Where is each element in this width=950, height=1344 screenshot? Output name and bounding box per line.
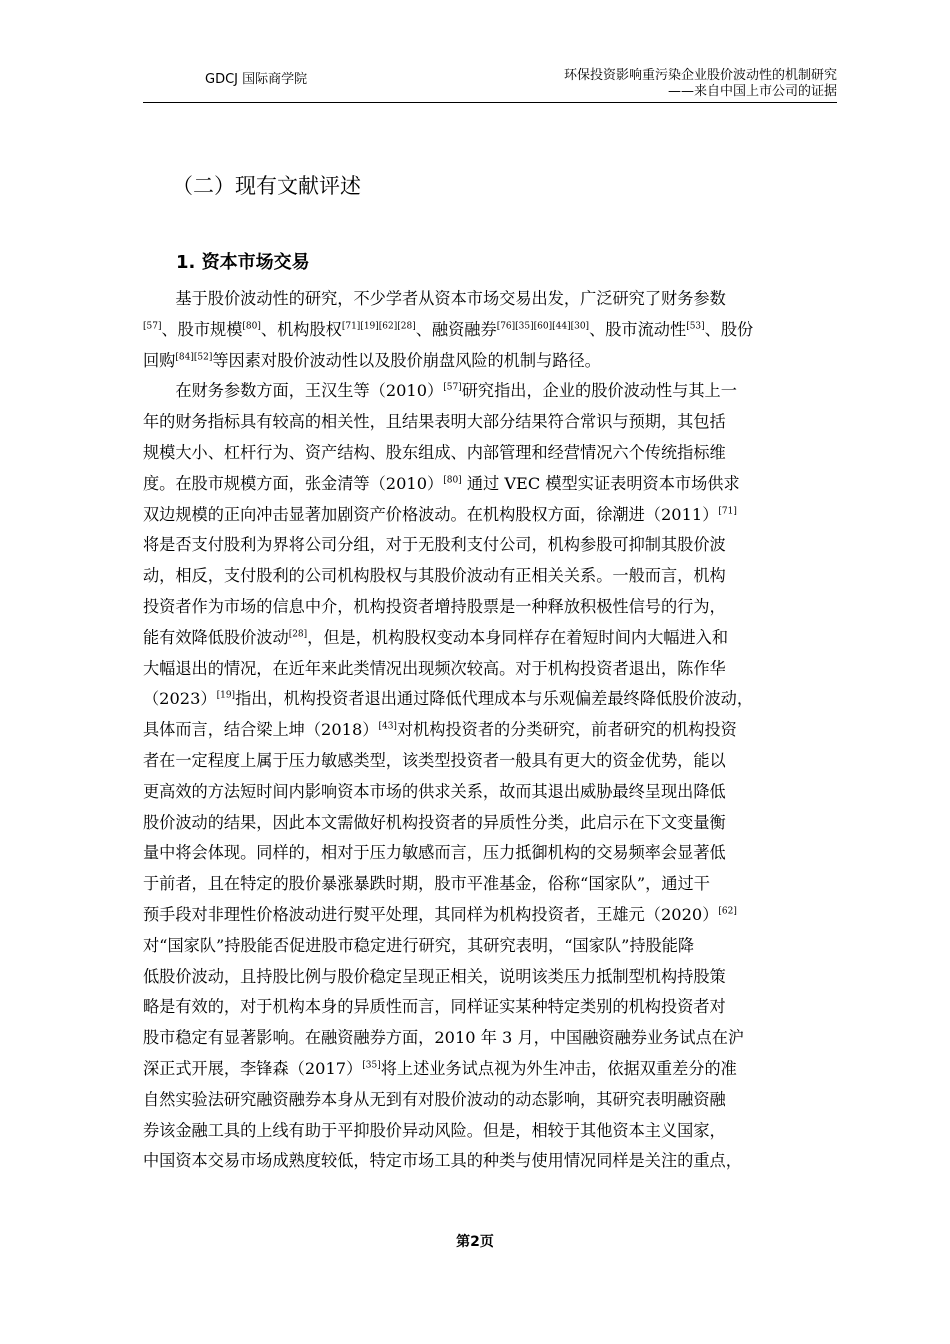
text-run: 股市稳定有显著影响。在融资融券方面，2010 年 3 月，中国融资融券业务试点在沪 [143,1028,745,1048]
text-line [143,623,843,654]
citation-ref: [84][52] [175,352,213,363]
text-line [143,746,843,777]
text-run: 大幅退出的情况，在近年来此类情况出现频次较高。对于机构投资者退出，陈作华 [143,658,726,678]
text-run: 投资者作为市场的信息中介，机构投资者增持股票是一种释放积极性信号的行为， [143,596,726,616]
text-run: 中国资本交易市场成熟度较低，特定市场工具的种类与使用情况同样是关注的重点， [143,1151,742,1171]
text-line [143,407,843,438]
paragraph-1 [143,284,843,376]
citation-ref: [71][19][62][28] [341,321,416,332]
citation-ref: [57] [143,321,162,332]
text-line [143,315,843,346]
text-run: 于前者，且在特定的股价暴涨暴跌时期，股市平准基金，俗称“国家队”，通过干 [143,874,710,894]
text-run: 、机构股权 [260,319,342,339]
subsection-title: 1. 资本市场交易 [176,252,310,273]
header-title-line2: ——来自中国上市公司的证据 [667,84,837,99]
text-line [143,500,843,531]
text-run: 规模大小、杠杆行为、资产结构、股东组成、内部管理和经营情况六个传统指标维 [143,442,726,462]
text-run: 者在一定程度上属于压力敏感类型，该类型投资者一般具有更大的资金优势，能以 [143,750,726,770]
text-run: 、股份 [704,319,754,339]
text-line [143,838,843,869]
text-line [143,992,843,1023]
text-line [143,654,843,685]
header-institution: GDCJ 国际商学院 [205,72,308,87]
paragraph-2 [143,376,843,1177]
citation-ref: [35] [362,1060,381,1071]
text-run: 、股市规模 [161,319,243,339]
citation-ref: [19] [216,690,236,701]
text-run: 略是有效的，对于机构本身的异质性而言，同样证实某种特定类别的机构投资者对 [143,997,726,1017]
text-run: 年的财务指标具有较高的相关性，且结果表明大部分结果符合常识与预期，其包括 [143,412,726,432]
text-line [143,1146,843,1177]
text-run: 、融资融券 [415,319,497,339]
text-run: （2023） [143,689,217,709]
text-run: 研究指出，企业的股价波动性与其上一 [461,381,737,401]
text-line [143,469,843,500]
citation-ref: [43] [378,721,397,732]
text-line [143,1023,843,1054]
text-run: 将是否支付股利为界将公司分组，对于无股利支付公司，机构参股可抑制其股价波 [143,535,726,555]
text-run: 量中将会体现。同样的，相对于压力敏感而言，压力抵御机构的交易频率会显著低 [143,843,726,863]
text-run: 将上述业务试点视为外生冲击，依据双重差分的准 [380,1058,737,1078]
text-run: 深正式开展，李锋森（2017） [143,1058,363,1078]
text-line [143,1054,843,1085]
text-line [143,438,843,469]
citation-ref: [80] [443,475,462,486]
text-run: 低股价波动，且持股比例与股价稳定呈现正相关，说明该类压力抵制型机构持股策 [143,966,726,986]
header-thesis-title [564,68,837,100]
text-run: 基于股价波动性的研究，不少学者从资本市场交易出发，广泛研究了财务参数 [175,289,726,308]
text-run: 动，相反，支付股利的公司机构股权与其股价波动有正相关关系。一般而言，机构 [143,566,726,586]
citation-ref: [80] [242,321,261,332]
text-run: 券该金融工具的上线有助于平抑股价异动风险。但是，相较于其他资本主义国家， [143,1120,726,1140]
text-line [143,530,843,561]
text-line [143,900,843,931]
citation-ref: [76][35][60][44][30] [496,321,590,332]
text-line [143,284,843,315]
header-title-line1: 环保投资影响重污染企业股价波动性的机制研究 [563,68,837,83]
text-run: 等因素对股价波动性以及股价崩盘风险的机制与路径。 [212,350,601,370]
text-run: 双边规模的正向冲击显著加剧资产价格波动。在机构股权方面，徐潮进（2011） [143,504,719,524]
text-run: 具体而言，结合梁上坤（2018） [143,720,379,740]
text-line [143,561,843,592]
text-run: 指出，机构投资者退出通过降低代理成本与乐观偏差最终降低股价波动， [235,689,754,709]
text-run: 对“国家队”持股能否促进股市稳定进行研究，其研究表明，“国家队”持股能降 [143,935,695,955]
text-line [143,592,843,623]
text-run: 自然实验法研究融资融券本身从无到有对股价波动的动态影响，其研究表明融资融 [143,1089,726,1109]
text-line [143,808,843,839]
page-number: 第2页 [456,1234,494,1250]
text-run: 股价波动的结果，因此本文需做好机构投资者的异质性分类，此启示在下文变量衡 [143,812,726,832]
text-line [143,346,843,377]
text-line [143,931,843,962]
text-line [143,1085,843,1116]
citation-ref: [62] [718,906,737,917]
text-run: 预手段对非理性价格波动进行熨平处理，其同样为机构投资者，王雄元（2020） [143,904,719,924]
text-line [143,777,843,808]
text-line [143,715,843,746]
text-run: 能有效降低股价波动 [143,627,289,647]
citation-ref: [57] [443,383,462,393]
text-line [143,962,843,993]
text-run: 在财务参数方面，王汉生等（2010） [175,381,444,401]
citation-ref: [71] [718,506,737,517]
text-line [143,869,843,900]
text-run: 回购 [143,350,176,370]
text-run: 度。在股市规模方面，张金清等（2010） [143,473,444,493]
text-run: 通过 VEC 模型实证表明资本市场供求 [461,473,740,493]
citation-ref: [53] [686,321,705,332]
text-line [143,1116,843,1147]
text-run: 更高效的方法短时间内影响资本市场的供求关系，故而其退出威胁最终呈现出降低 [143,781,726,801]
text-run: 对机构投资者的分类研究，前者研究的机构投资 [396,720,737,740]
text-run: 、股市流动性 [589,319,687,339]
text-line [143,376,843,407]
body-text [143,284,843,1177]
citation-ref: [28] [288,629,308,640]
section-title: （二）现有文献评述 [172,174,361,198]
page-header [143,62,837,103]
text-line [143,684,843,715]
text-run: ，但是，机构股权变动本身同样存在着短时间内大幅进入和 [307,627,729,647]
